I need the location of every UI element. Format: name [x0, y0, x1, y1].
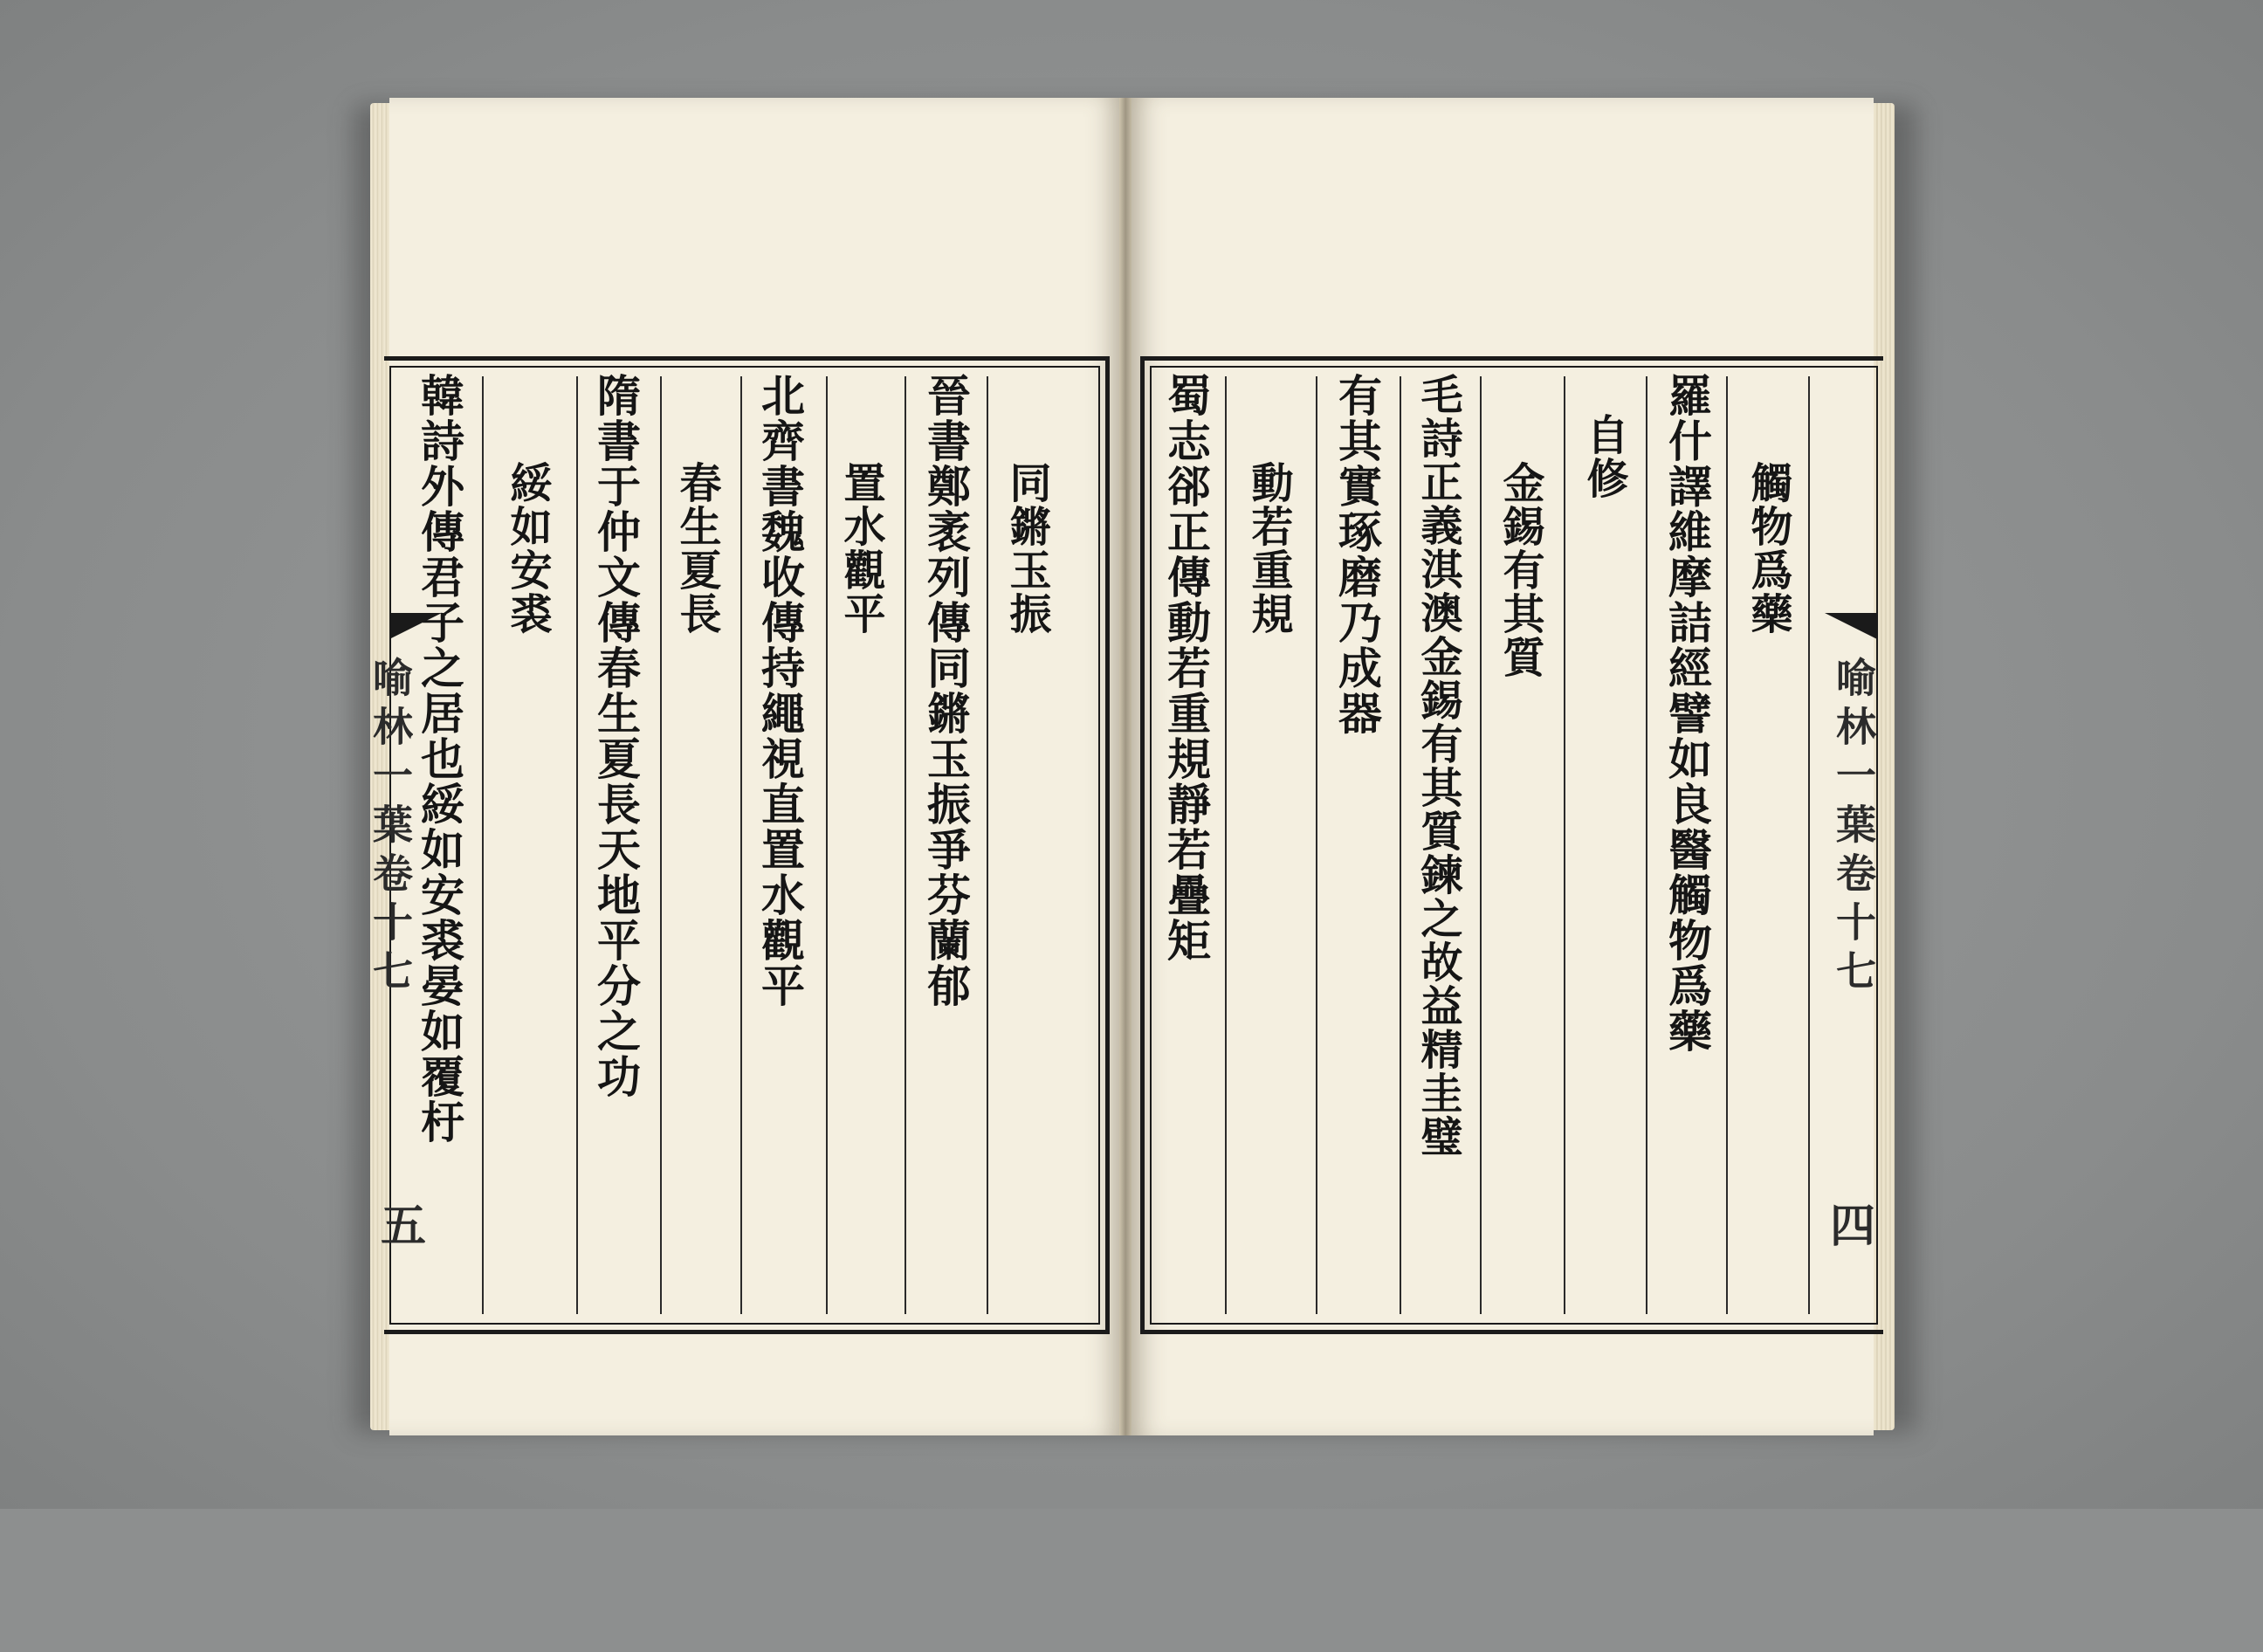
- left-col-5: 春生夏長: [672, 461, 721, 636]
- right-col-1: 觸物爲藥: [1744, 461, 1792, 636]
- right-margin-title: 喻林一葉卷十七: [1830, 657, 1877, 999]
- right-col-2: 羅什譯維摩詰經譬如良醫觸物爲藥: [1661, 373, 1713, 1054]
- left-col-8: 韓詩外傳君子之居也綏如安裘晏如覆杅: [414, 373, 465, 1145]
- left-page: [367, 98, 1121, 1435]
- right-col-5: 毛詩正義淇澳金錫有其質鍊之故益精圭璧: [1414, 373, 1462, 1159]
- left-col-4: 北齊書魏收傳持繩視直置水觀平: [754, 373, 806, 1008]
- right-page: [1132, 98, 1877, 1435]
- right-col-4: 金錫有其質: [1496, 461, 1544, 679]
- left-col-6: 隋書于仲文傳春生夏長天地平分之功: [590, 373, 642, 1099]
- left-col-7: 綏如安裘: [503, 461, 552, 636]
- right-col-6: 有其實琢磨乃成器: [1331, 373, 1383, 736]
- right-text-frame: [1140, 356, 1883, 1334]
- left-margin-page-number: 五: [381, 1200, 427, 1253]
- left-fish-tail: [389, 613, 442, 639]
- left-col-3: 置水觀平: [836, 461, 885, 636]
- left-margin-title: 喻林一葉卷十七: [367, 657, 414, 999]
- right-col-8: 蜀志郤正傳動若重規靜若疊矩: [1160, 373, 1212, 963]
- right-col-3: 自修: [1579, 413, 1628, 500]
- left-text-frame: [384, 356, 1110, 1334]
- right-margin-page-number: 四: [1830, 1200, 1876, 1253]
- left-col-1: 同鏘玉振: [1002, 461, 1051, 636]
- right-col-7: 動若重規: [1244, 461, 1293, 636]
- left-col-2: 晉書鄭袤列傳同鏘玉振爭芬蘭郁: [920, 373, 972, 1008]
- right-fish-tail: [1825, 613, 1877, 639]
